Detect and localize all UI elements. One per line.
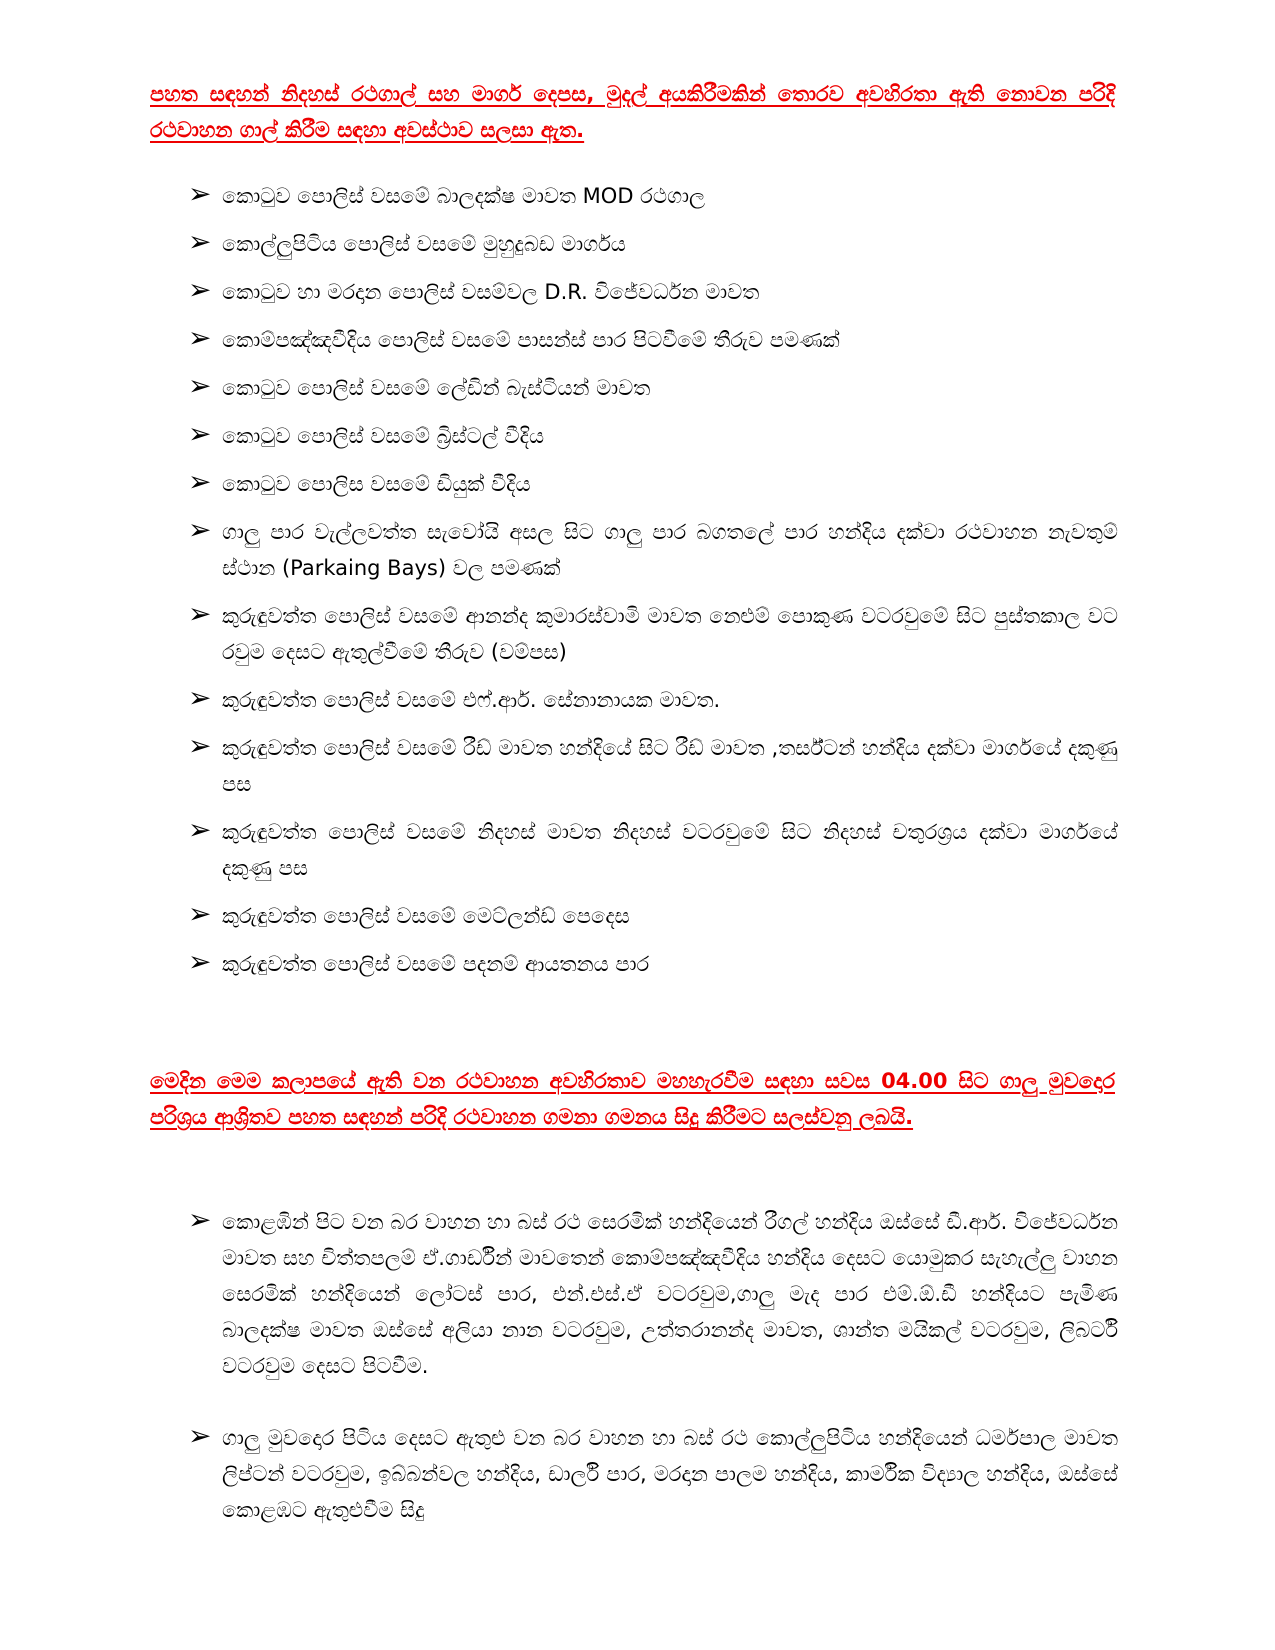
- arrow-bullet-icon: ➢: [188, 513, 212, 546]
- arrow-bullet-icon: ➢: [188, 897, 212, 930]
- arrow-bullet-icon: ➢: [188, 1203, 212, 1236]
- free-parking-list: [188, 178, 1118, 994]
- list-item: ➢ කුරුඳුවත්ත පොලිස් වසමේ මෙට්ලන්ඩ් පෙදෙස: [188, 897, 630, 930]
- list-item: ➢ කොම්පඤ්ඤවීදිය පොලිස් වසමේ පාසන්ස් පාර පිටවීමේ තීරුව පමණක්: [188, 321, 840, 354]
- list-item: ➢ කුරුඳුවත්ත පොලිස් වසමේ රීඩ් මාවත හන්දියේ සිට රීඩ් මාවත ,තර්ස්ටන් හන්දිය දක්වා මාර්ගයේ දකුණු පස: [188, 729, 1118, 796]
- section-heading-traffic-plan: මෙදින මෙම කලාපයේ ඇති වන රථවාහන අවහිරතාව මහහැරවීම සඳහා සවස 04.00 සිට ගාලු මුවදොර පරිශ්‍රය ආශ්‍රිතව පහත සඳහන් පරිදි රථවාහන ගමනා ගමනය සිදු කිරීමට සලස්වනු ලබයි.: [150, 1069, 1115, 1129]
- list-item: ➢ ගාලු මුවදොර පිටිය දෙසට ඇතුළු වන බර වාහන හා බස් රථ කොල්ලුපිටිය හන්දියෙන් ධර්මපාල මාවත ලිප්ටන් වටරවුම, ඉබ්බන්වල හන්දිය, ඩාර්ලි පාර, මරදාන පාලම හන්දිය, කාර්මික විද්‍යාල හන්දිය, ඔස්සේ කොළඹට ඇතුළුවීම සිදු: [188, 1419, 1118, 1522]
- list-item: ➢ කුරුඳුවත්ත පොලිස් වසමේ ආනන්ද කුමාරස්වාමි මාවත නෙළුම් පොකුණ වටරවුමේ සිට පුස්තකාල වට රවුම දෙසට ඇතුල්වීමේ තීරුව (වම්පස): [188, 597, 1118, 664]
- list-item: ➢ කුරුඳුවත්ත පොලිස් වසමේ නිදහස් මාවත නිදහස් වටරවුමේ සිට නිදහස් චතුරශ්‍රය දක්වා මාර්ගයේ දකුණු පස: [188, 813, 1118, 880]
- list-item: ➢ කුරුඳුවත්ත පොලිස් වසමේ එෆ්.ආර්. සේනානායක මාවත.: [188, 681, 721, 714]
- arrow-bullet-icon: ➢: [188, 177, 212, 210]
- list-item: ➢ කොටුව පොලිස් වසමේ බ්‍රිස්ටල් වීදිය: [188, 417, 545, 450]
- traffic-plan-list: [188, 1204, 1118, 1564]
- arrow-bullet-icon: ➢: [188, 465, 212, 498]
- section-heading-free-parking: පහත සඳහන් නිදහස් රථගාල් සහ මාර්ග දෙපස, මුදල් අයකිරීමකින් තොරව අවහිරතා ඇති නොවන පරිදි රථවාහන ගාල් කිරීම සඳහා අවස්ථාව සලසා ඇත.: [150, 82, 1115, 142]
- list-item: ➢ කොටුව පොලිස් වසමේ බාලදක්ෂ මාවත MOD රථගාල: [188, 177, 706, 210]
- arrow-bullet-icon: ➢: [188, 945, 212, 978]
- arrow-bullet-icon: ➢: [188, 225, 212, 258]
- list-item: ➢ කොටුව පොලිස වසමේ ඩියුක් වීදිය: [188, 465, 531, 498]
- arrow-bullet-icon: ➢: [188, 681, 212, 714]
- arrow-bullet-icon: ➢: [188, 813, 212, 846]
- list-item: ➢ ගාලු පාර වැල්ලවත්ත සැවෝයි අසල සිට ගාලු පාර බගතලේ පාර හන්දිය දක්වා රථවාහන නැවතුම් ස්ථාන (Parkaing Bays) වල පමණක්: [188, 513, 1118, 580]
- arrow-bullet-icon: ➢: [188, 597, 212, 630]
- arrow-bullet-icon: ➢: [188, 321, 212, 354]
- list-item: ➢ කොටුව පොලිස් වසමේ ලේඩින් බැස්ටියන් මාවත: [188, 369, 651, 402]
- list-item: ➢ කොළඹින් පිට වන බර වාහන හා බස් රථ සෙරමික් හන්දියෙන් රීගල් හන්දිය ඔස්සේ ඩී.ආර්. විජේවර්ධන මාවත සහ චිත්තපලම් ඒ.ගාර්ඩින් මාවතෙන් කොම්පඤ්ඤවීදිය හන්දිය දෙසට යොමුකර සැහැල්ලු වාහන සෙරමික් හන්දියෙන් ලෝටස් පාර, එන්.එස්.ඒ වටරවුම,ගාලු මැද පාර එම්.ඕ.ඩී හන්දියට පැමිණ බාලදක්ෂ මාවත ඔස්සේ අලියා නාන වටරවුම, උත්තරානන්ද මාවත, ශාන්ත මයිකල් වටරවුම, ලිබර්ටි වටරවුම දෙසට පිටවීම.: [188, 1203, 1118, 1378]
- arrow-bullet-icon: ➢: [188, 729, 212, 762]
- arrow-bullet-icon: ➢: [188, 417, 212, 450]
- arrow-bullet-icon: ➢: [188, 1419, 212, 1452]
- list-item: ➢ කොල්ලුපිටිය පොලිස් වසමේ මුහුදුබඩ මාර්ගය: [188, 225, 626, 258]
- arrow-bullet-icon: ➢: [188, 369, 212, 402]
- arrow-bullet-icon: ➢: [188, 273, 212, 306]
- list-item: ➢ කොටුව හා මරදාන පොලිස් වසම්වල D.R. විජේවර්ධන මාවත: [188, 273, 760, 306]
- list-item: ➢ කුරුඳුවත්ත පොලිස් වසමේ පදනම් ආයතනය පාර: [188, 945, 650, 978]
